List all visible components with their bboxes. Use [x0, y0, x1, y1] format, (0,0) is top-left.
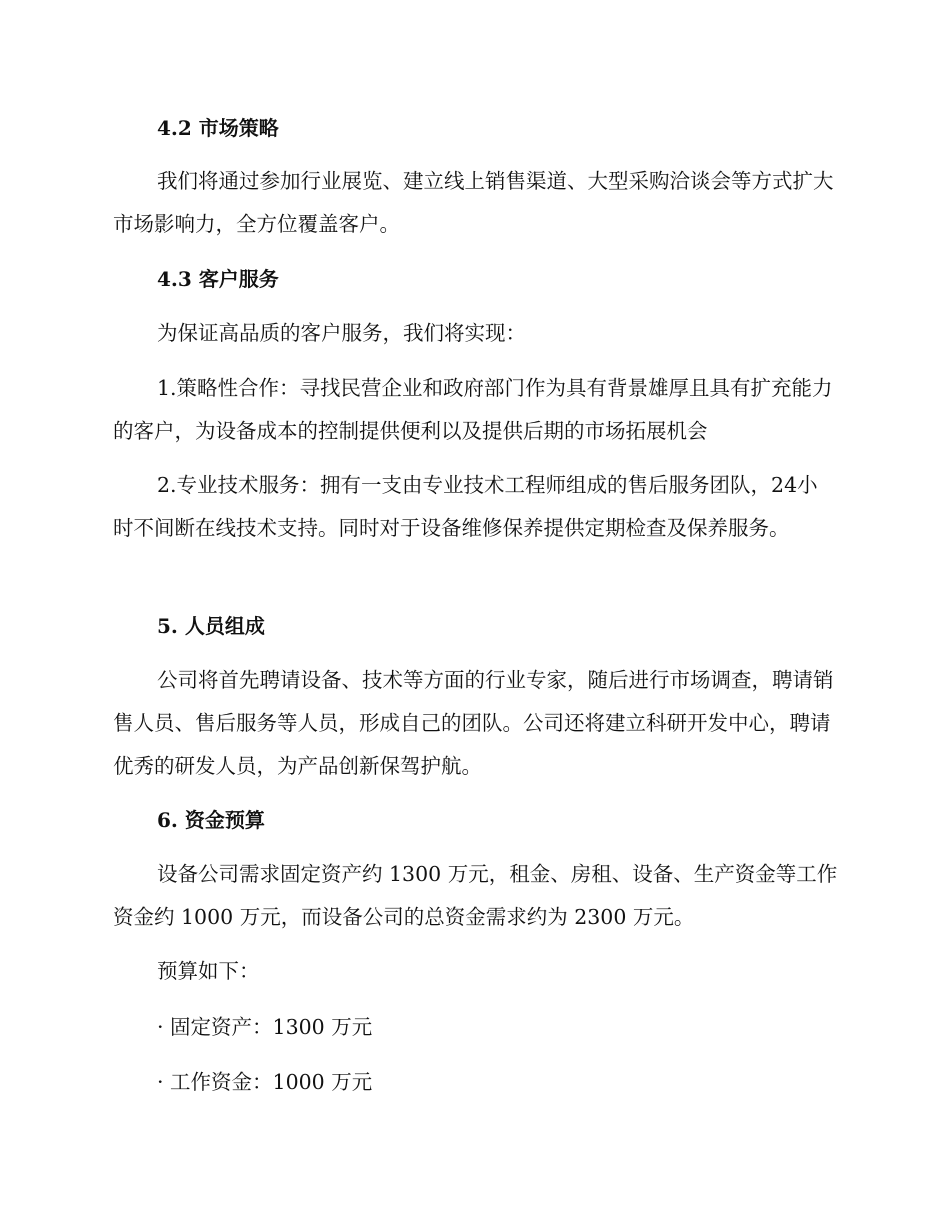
section-heading-4-3: 4.3 客户服务 — [157, 267, 279, 291]
paragraph-market-strategy: 我们将通过参加行业展览、建立线上销售渠道、大型采购洽谈会等方式扩大市场影响力，全方位覆盖客户。 — [113, 169, 834, 236]
paragraph-strategic-cooperation: 1.策略性合作：寻找民营企业和政府部门作为具有背景雄厚且具有扩充能力的客户，为设备成本的控制提供便利以及提供后期的市场拓展机会 — [113, 376, 833, 443]
paragraph-service-intro: 为保证高品质的客户服务，我们将实现： — [157, 321, 526, 345]
paragraph-budget-overview: 设备公司需求固定资产约 1300 万元，租金、房租、设备、生产资金等工作资金约 1000 万元，而设备公司的总资金需求约为 2300 万元。 — [113, 862, 838, 929]
section-heading-5: 5. 人员组成 — [157, 614, 265, 638]
budget-item-working-capital: · 工作资金：1000 万元 — [157, 1070, 373, 1094]
section-heading-6: 6. 资金预算 — [157, 808, 265, 832]
paragraph-staffing: 公司将首先聘请设备、技术等方面的行业专家，随后进行市场调查，聘请销售人员、售后服务等人员，形成自己的团队。公司还将建立科研开发中心，聘请优秀的研发人员，为产品创新保驾护航。 — [113, 668, 834, 778]
section-heading-4-2: 4.2 市场策略 — [157, 116, 279, 140]
paragraph-technical-service: 2.专业技术服务：拥有一支由专业技术工程师组成的售后服务团队，24小时不间断在线技术支持。同时对于设备维修保养提供定期检查及保养服务。 — [113, 473, 818, 540]
paragraph-budget-intro: 预算如下： — [157, 959, 260, 983]
budget-item-fixed-assets: · 固定资产：1300 万元 — [157, 1015, 373, 1039]
